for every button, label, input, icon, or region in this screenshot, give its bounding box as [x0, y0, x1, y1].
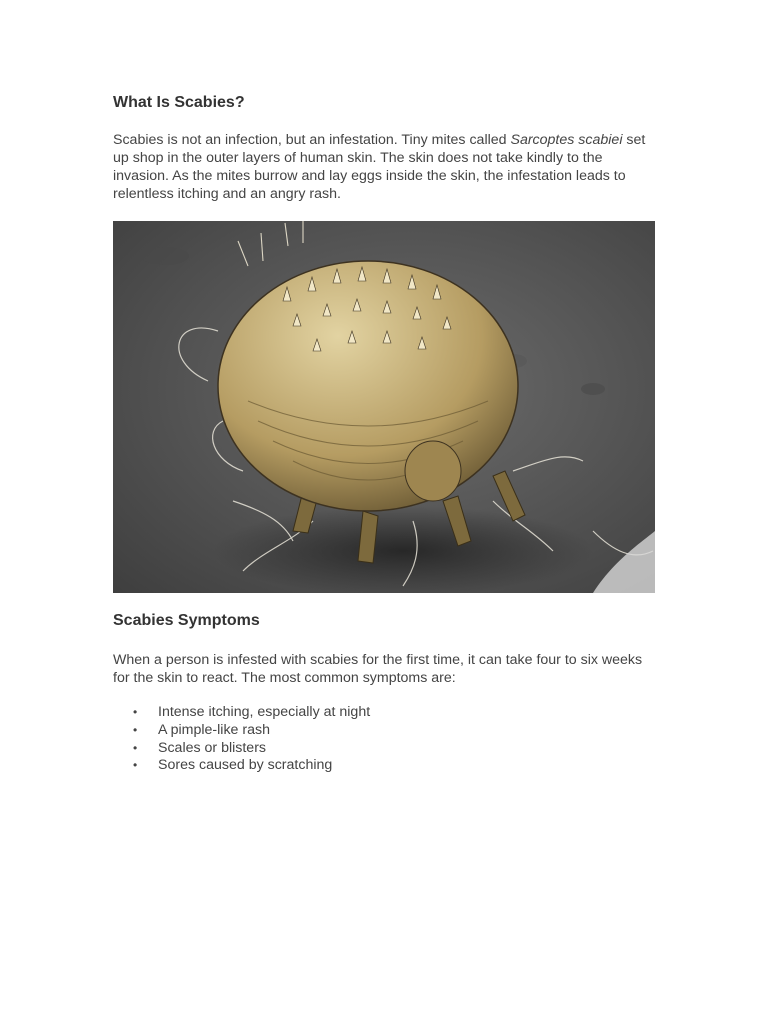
symptoms-list [113, 704, 370, 775]
list-item [113, 740, 370, 758]
bullet-icon: • [133, 740, 138, 755]
section-heading-scabies-symptoms: Scabies Symptoms [113, 612, 260, 629]
bullet-icon: • [133, 722, 138, 737]
symptoms-intro-paragraph: When a person is infested with scabies for the first time, it can take four to six weeks for the skin to react. The most common symptoms are: [113, 652, 643, 686]
symptom-text: Intense itching, especially at night [158, 704, 371, 720]
bullet-icon: • [133, 758, 138, 773]
list-item [113, 757, 370, 775]
symptom-text: Scales or blisters [158, 739, 267, 756]
list-item [113, 704, 370, 722]
description-text-end: set up shop in the outer layers of human skin. The skin does not take kindly to the invasion. As the mites burrow and lay eggs inside the skin, the infestation leads to relentless itching and an angry rash. [113, 132, 646, 202]
section-heading-what-is-scabies: What Is Scabies? [113, 94, 245, 111]
list-item [113, 722, 370, 740]
symptom-text: Sores caused by scratching [158, 757, 333, 774]
scabies-description-paragraph [113, 131, 658, 203]
species-name: Sarcoptes scabiei [510, 132, 623, 148]
symptom-text: A pimple-like rash [158, 721, 270, 738]
description-text-start: Scabies is not an infection, but an infestation. Tiny mites called [113, 132, 511, 148]
scabies-mite-micrograph [113, 221, 655, 593]
bullet-icon: • [133, 705, 138, 719]
